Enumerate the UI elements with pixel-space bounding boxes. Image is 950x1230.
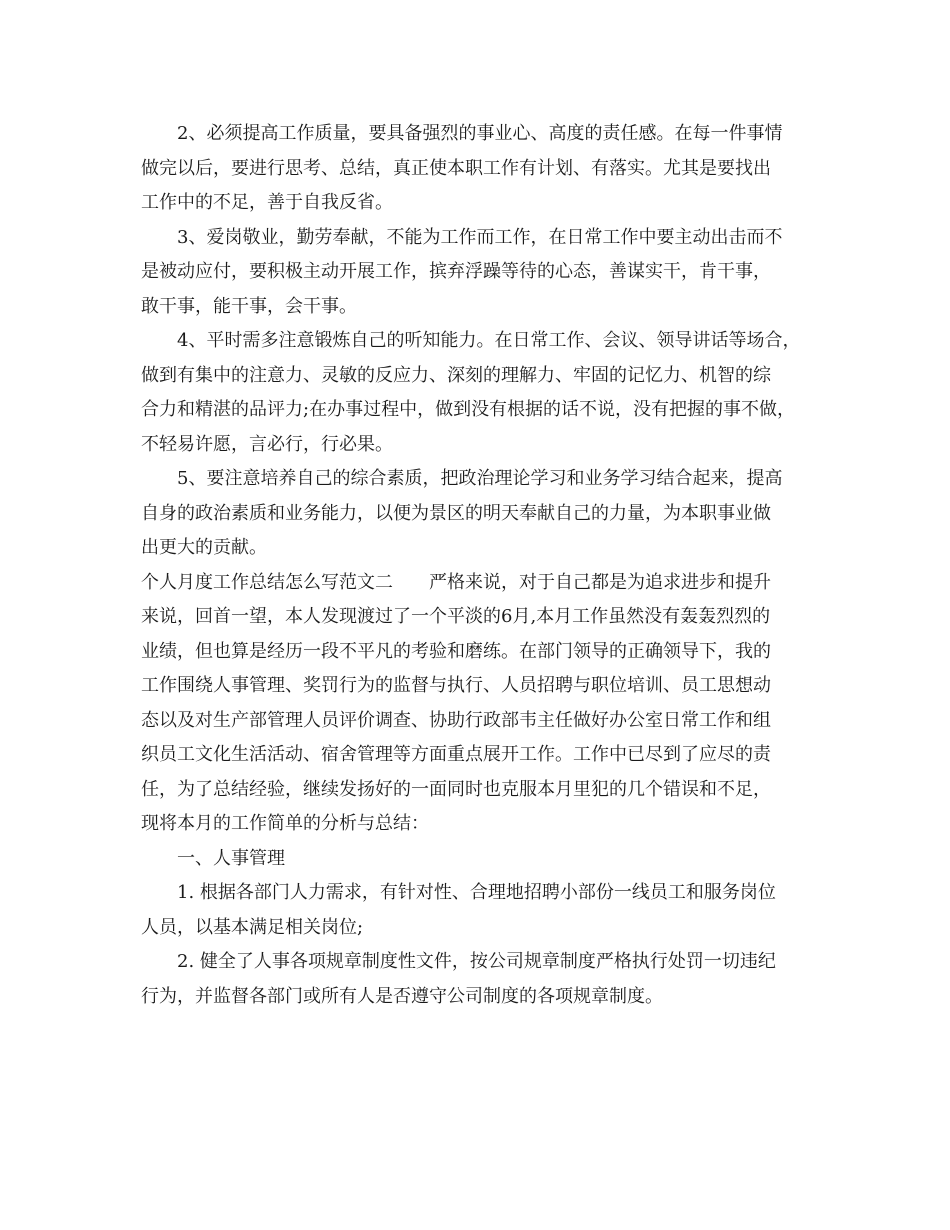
text-line: 人员，以基本满足相关岗位; [141, 916, 364, 938]
text-line: 任，为了总结经验，继续发扬好的一面同时也克服本月里犯的几个错误和不足， [141, 778, 771, 800]
text-line: 行为，并监督各部门或所有人是否遵守公司制度的各项规章制度。 [141, 985, 663, 1007]
text-line: 是被动应付，要积极主动开展工作，摈弃浮躁等待的心态，善谋实干，肯干事， [141, 261, 771, 282]
text-line: 2、必须提高工作质量，要具备强烈的事业心、高度的责任感。在每一件事情 [177, 123, 783, 144]
text-line: 自身的政治素质和业务能力，以便为景区的明天奉献自己的力量，为本职事业做 [141, 502, 771, 524]
text-line: 工作中的不足，善于自我反省。 [141, 192, 393, 213]
text-line: 做到有集中的注意力、灵敏的反应力、深刻的理解力、牢固的记忆力、机智的综 [141, 364, 771, 386]
text-line: 做完以后，要进行思考、总结，真正使本职工作有计划、有落实。尤其是要找出 [141, 157, 771, 179]
document-body [141, 117, 821, 1014]
text-line: 3、爱岗敬业，勤劳奉献，不能为工作而工作，在日常工作中要主动出击而不 [177, 226, 783, 248]
text-line: 5、要注意培养自己的综合素质，把政治理论学习和业务学习结合起来，提高 [177, 468, 783, 489]
text-line: 出更大的贡献。 [141, 537, 267, 558]
text-line: 合力和精湛的品评力;在办事过程中，做到没有根据的话不说，没有把握的事不做， [141, 399, 796, 420]
text-line: 织员工文化生活活动、宿舍管理等方面重点展开工作。工作中已尽到了应尽的责 [141, 744, 771, 765]
text-line: 4、平时需多注意锻炼自己的听知能力。在日常工作、会议、领导讲话等场合， [177, 330, 801, 351]
text-line: 不轻易许愿，言必行，行必果。 [141, 433, 393, 455]
text-line: 工作围绕人事管理、奖罚行为的监督与执行、人员招聘与职位培训、员工思想动 [141, 675, 771, 696]
text-line: 2. 健全了人事各项规章制度性文件，按公司规章制度严格执行处罚一切违纪 [177, 951, 776, 972]
text-line: 敢干事，能干事，会干事。 [141, 295, 357, 317]
text-line: 业绩，但也算是经历一段不平凡的考验和磨练。在部门领导的正确领导下，我的 [141, 640, 771, 662]
text-line: 现将本月的工作简单的分析与总结： [141, 813, 429, 834]
text-line: 1. 根据各部门人力需求，有针对性、合理地招聘小部份一线员工和服务岗位 [177, 882, 776, 903]
subsection-heading: 一、人事管理 [177, 847, 285, 869]
text-line: 态以及对生产部管理人员评价调查、协助行政部韦主任做好办公室日常工作和组 [141, 709, 771, 731]
section-heading-line: 个人月度工作总结怎么写范文二 严格来说，对于自己都是为追求进步和提升 [141, 571, 771, 593]
text-line: 来说，回首一望，本人发现渡过了一个平淡的6月,本月工作虽然没有轰轰烈烈的 [141, 606, 771, 627]
